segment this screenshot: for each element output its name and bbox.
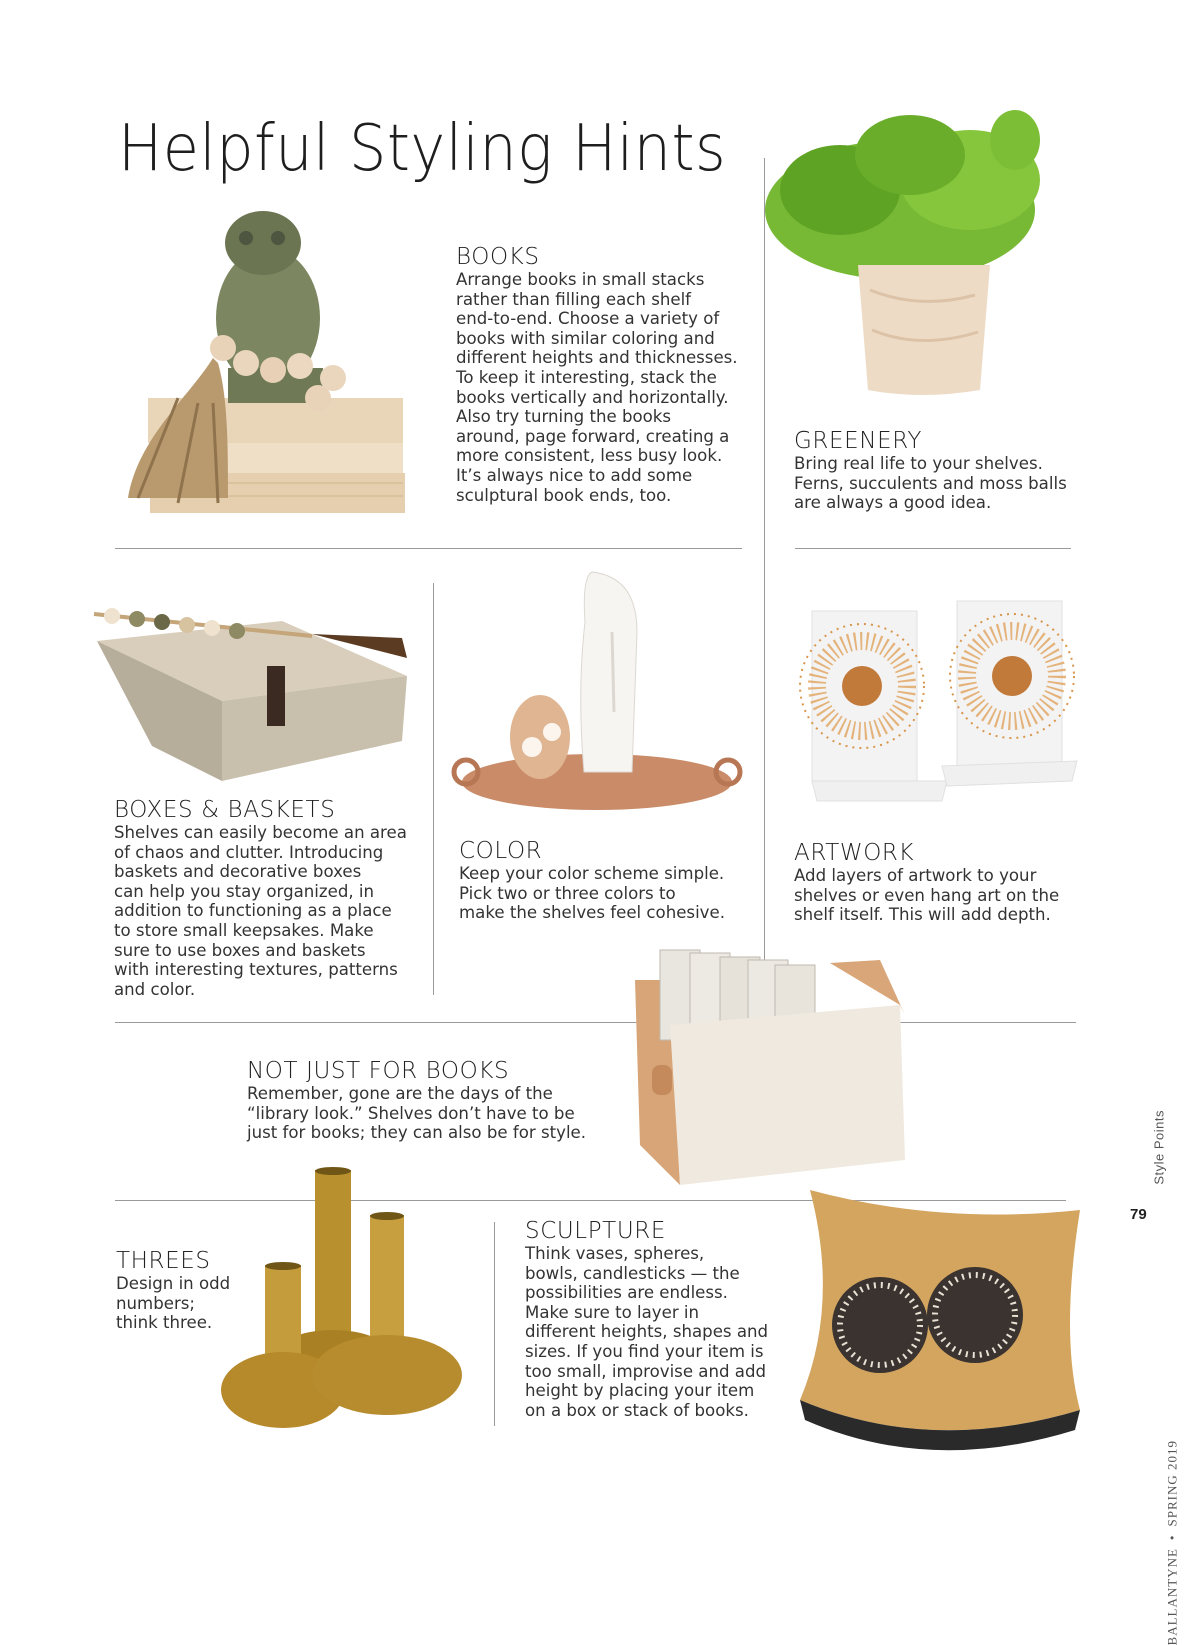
sculpture-heading: SCULPTURE xyxy=(525,1218,666,1244)
foo-dog-on-books-image xyxy=(118,198,418,528)
section-sculpture xyxy=(525,1218,768,1420)
divider-middle xyxy=(115,1022,1076,1023)
section-artwork xyxy=(794,840,1059,925)
publication-name: BALLANTYNE xyxy=(1164,1548,1179,1645)
books-body: Arrange books in small stacks rather than filling each shelf end-to-end. Choose a variety of books with similar coloring and different heights and thicknesses. To keep it interesting, stack the books vertically and horizontally. Also try turning the books around, page forward, creating a more consistent, less busy look. It’s always nice to add some sculptural book ends, too. xyxy=(456,270,738,505)
section-name: Style Points xyxy=(1152,1110,1167,1185)
books-heading: BOOKS xyxy=(456,244,540,270)
issue-name: SPRING 2019 xyxy=(1164,1440,1179,1527)
greenery-heading: GREENERY xyxy=(794,428,922,454)
section-not-just-for-books xyxy=(247,1058,586,1143)
artwork-heading: ARTWORK xyxy=(794,840,915,866)
page-title: Helpful Styling Hints xyxy=(118,112,727,186)
column-divider-bottom xyxy=(494,1222,495,1426)
greenery-body: Bring real life to your shelves. Ferns, succulents and moss balls are always a good idea. xyxy=(794,454,1067,513)
boxes-body: Shelves can easily become an area of chaos and clutter. Introducing baskets and decorative boxes can help you stay organized, in addition to functioning as a place to store small keepsakes. Make sure to use boxes and baskets with interesting textures, patterns and color. xyxy=(114,823,407,999)
bowl-with-spheres-image xyxy=(780,1185,1090,1465)
threes-body: Design in odd numbers; think three. xyxy=(116,1274,231,1333)
color-heading: COLOR xyxy=(459,838,543,864)
starburst-bookends-image xyxy=(782,596,1082,816)
sculpture-body: Think vases, spheres, bowls, candlesticks — the possibilities are endless. Make sure to layer in different heights, shapes and sizes. If you find your item is too small, improvise and add height by placing your item on a box or stack of books. xyxy=(525,1244,769,1420)
face-vase-tray-image xyxy=(452,572,742,822)
crate-of-books-image xyxy=(630,945,910,1190)
divider-books xyxy=(115,548,742,549)
separator: • xyxy=(1164,1534,1179,1541)
section-greenery xyxy=(794,428,1067,513)
threes-heading: THREES xyxy=(116,1248,211,1274)
column-divider-top xyxy=(764,158,765,968)
column-divider-boxes xyxy=(433,583,434,995)
hide-box-image xyxy=(82,596,412,786)
color-body: Keep your color scheme simple. Pick two or three colors to make the shelves feel cohesive. xyxy=(459,864,725,923)
boxes-heading: BOXES & BASKETS xyxy=(114,797,336,823)
page-number: 79 xyxy=(1130,1206,1147,1223)
section-boxes xyxy=(114,797,407,999)
divider-greenery xyxy=(795,548,1071,549)
fern-in-wood-pot-image xyxy=(770,100,1060,400)
notjust-body: Remember, gone are the days of the “library look.” Shelves don’t have to be just for books; they can also be for style. xyxy=(247,1084,587,1143)
section-books xyxy=(456,244,738,505)
gold-candlesticks-image xyxy=(220,1165,470,1430)
section-color xyxy=(459,838,725,923)
notjust-heading: NOT JUST FOR BOOKS xyxy=(247,1058,510,1084)
publication-line xyxy=(1164,1440,1180,1645)
artwork-body: Add layers of artwork to your shelves or even hang art on the shelf itself. This will add depth. xyxy=(794,866,1060,925)
section-threes xyxy=(116,1248,230,1333)
